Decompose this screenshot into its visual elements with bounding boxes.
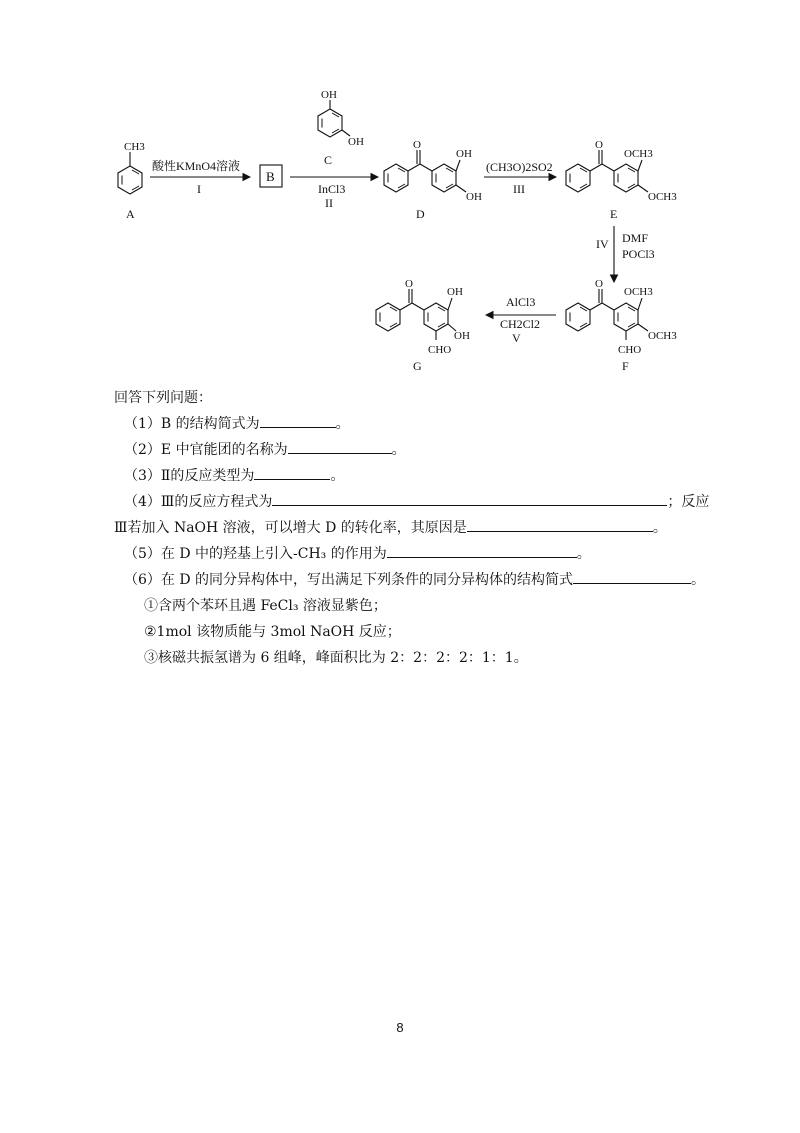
group-och3: OCH3 — [624, 148, 653, 160]
compound-e — [566, 139, 677, 221]
group-oh: OH — [348, 136, 364, 148]
step5-reagent2: CH2Cl2 — [500, 317, 541, 331]
compound-a — [118, 141, 145, 221]
group-oh: OH — [321, 89, 337, 101]
group-oh: OH — [456, 148, 472, 160]
arrow-step-1 — [150, 158, 250, 196]
question-6: （6）在 D 的同分异构体中，写出满足下列条件的同分异构体的结构简式 。 — [114, 567, 714, 593]
reaction-scheme — [0, 0, 800, 385]
answer-blank[interactable] — [467, 515, 653, 532]
group-cho: CHO — [428, 344, 452, 356]
compound-f — [566, 278, 677, 373]
svg-text:O: O — [413, 139, 421, 151]
label-g: G — [413, 359, 422, 373]
answer-blank[interactable] — [254, 463, 330, 480]
step3-number: III — [513, 182, 525, 196]
step5-number: V — [512, 331, 521, 345]
answer-blank[interactable] — [573, 567, 691, 584]
step3-reagent: (CH3O)2SO2 — [486, 160, 553, 174]
label-a: A — [126, 207, 135, 221]
page-number: 8 — [396, 1020, 404, 1035]
step2-reagent: InCl3 — [318, 182, 346, 196]
svg-text:O: O — [595, 139, 603, 151]
group-ch3: CH3 — [124, 141, 145, 153]
arrow-step-5 — [486, 295, 556, 345]
group-och3: OCH3 — [624, 286, 653, 298]
svg-text:O: O — [595, 278, 603, 290]
group-och3: OCH3 — [648, 330, 677, 342]
group-oh: OH — [466, 191, 482, 203]
step1-number: I — [197, 182, 201, 196]
arrow-step-4 — [596, 226, 655, 282]
label-b: B — [266, 169, 275, 184]
question-block — [114, 385, 714, 671]
arrow-step-2 — [290, 177, 378, 210]
label-e: E — [610, 207, 618, 221]
answer-blank[interactable] — [387, 541, 577, 558]
group-och3: OCH3 — [648, 191, 677, 203]
answer-blank[interactable] — [288, 437, 392, 454]
step5-reagent1: AlCl3 — [506, 295, 536, 309]
question-5: （5）在 D 中的羟基上引入-CH₃ 的作用为 。 — [114, 541, 714, 567]
compound-g — [376, 278, 470, 373]
group-oh: OH — [454, 330, 470, 342]
step2-number: II — [325, 196, 333, 210]
condition-2: ②1mol 该物质能与 3mol NaOH 反应； — [144, 624, 401, 640]
label-d: D — [416, 207, 425, 221]
answer-blank[interactable] — [272, 489, 667, 506]
compound-c — [318, 89, 364, 167]
answer-blank[interactable] — [260, 411, 336, 428]
step4-reagent2: POCl3 — [622, 247, 655, 261]
label-f: F — [622, 359, 629, 373]
compound-b — [260, 165, 282, 187]
step1-reagent: 酸性KMnO4溶液 — [152, 159, 241, 173]
step4-reagent1: DMF — [622, 231, 649, 245]
step4-number: IV — [596, 237, 609, 251]
question-4: （4）Ⅲ的反应方程式为 ；反应 — [114, 489, 714, 515]
group-oh: OH — [447, 286, 463, 298]
question-4-cont: Ⅲ若加入 NaOH 溶液，可以增大 D 的转化率，其原因是 。 — [114, 515, 714, 541]
compound-d — [384, 139, 482, 221]
question-3: （3）Ⅱ的反应类型为 。 — [114, 463, 714, 489]
arrow-step-3 — [484, 160, 556, 196]
condition-1: ①含两个苯环且遇 FeCl₃ 溶液显紫色； — [144, 598, 387, 614]
svg-text:O: O — [405, 278, 413, 290]
label-c: C — [324, 153, 333, 167]
intro-text: 回答下列问题： — [114, 390, 212, 406]
condition-3: ③核磁共振氢谱为 6 组峰，峰面积比为 2：2：2：2：1：1。 — [144, 650, 528, 666]
question-2: （2）E 中官能团的名称为 。 — [114, 437, 714, 463]
group-cho: CHO — [618, 344, 642, 356]
question-1: （1）B 的结构简式为 。 — [114, 411, 714, 437]
